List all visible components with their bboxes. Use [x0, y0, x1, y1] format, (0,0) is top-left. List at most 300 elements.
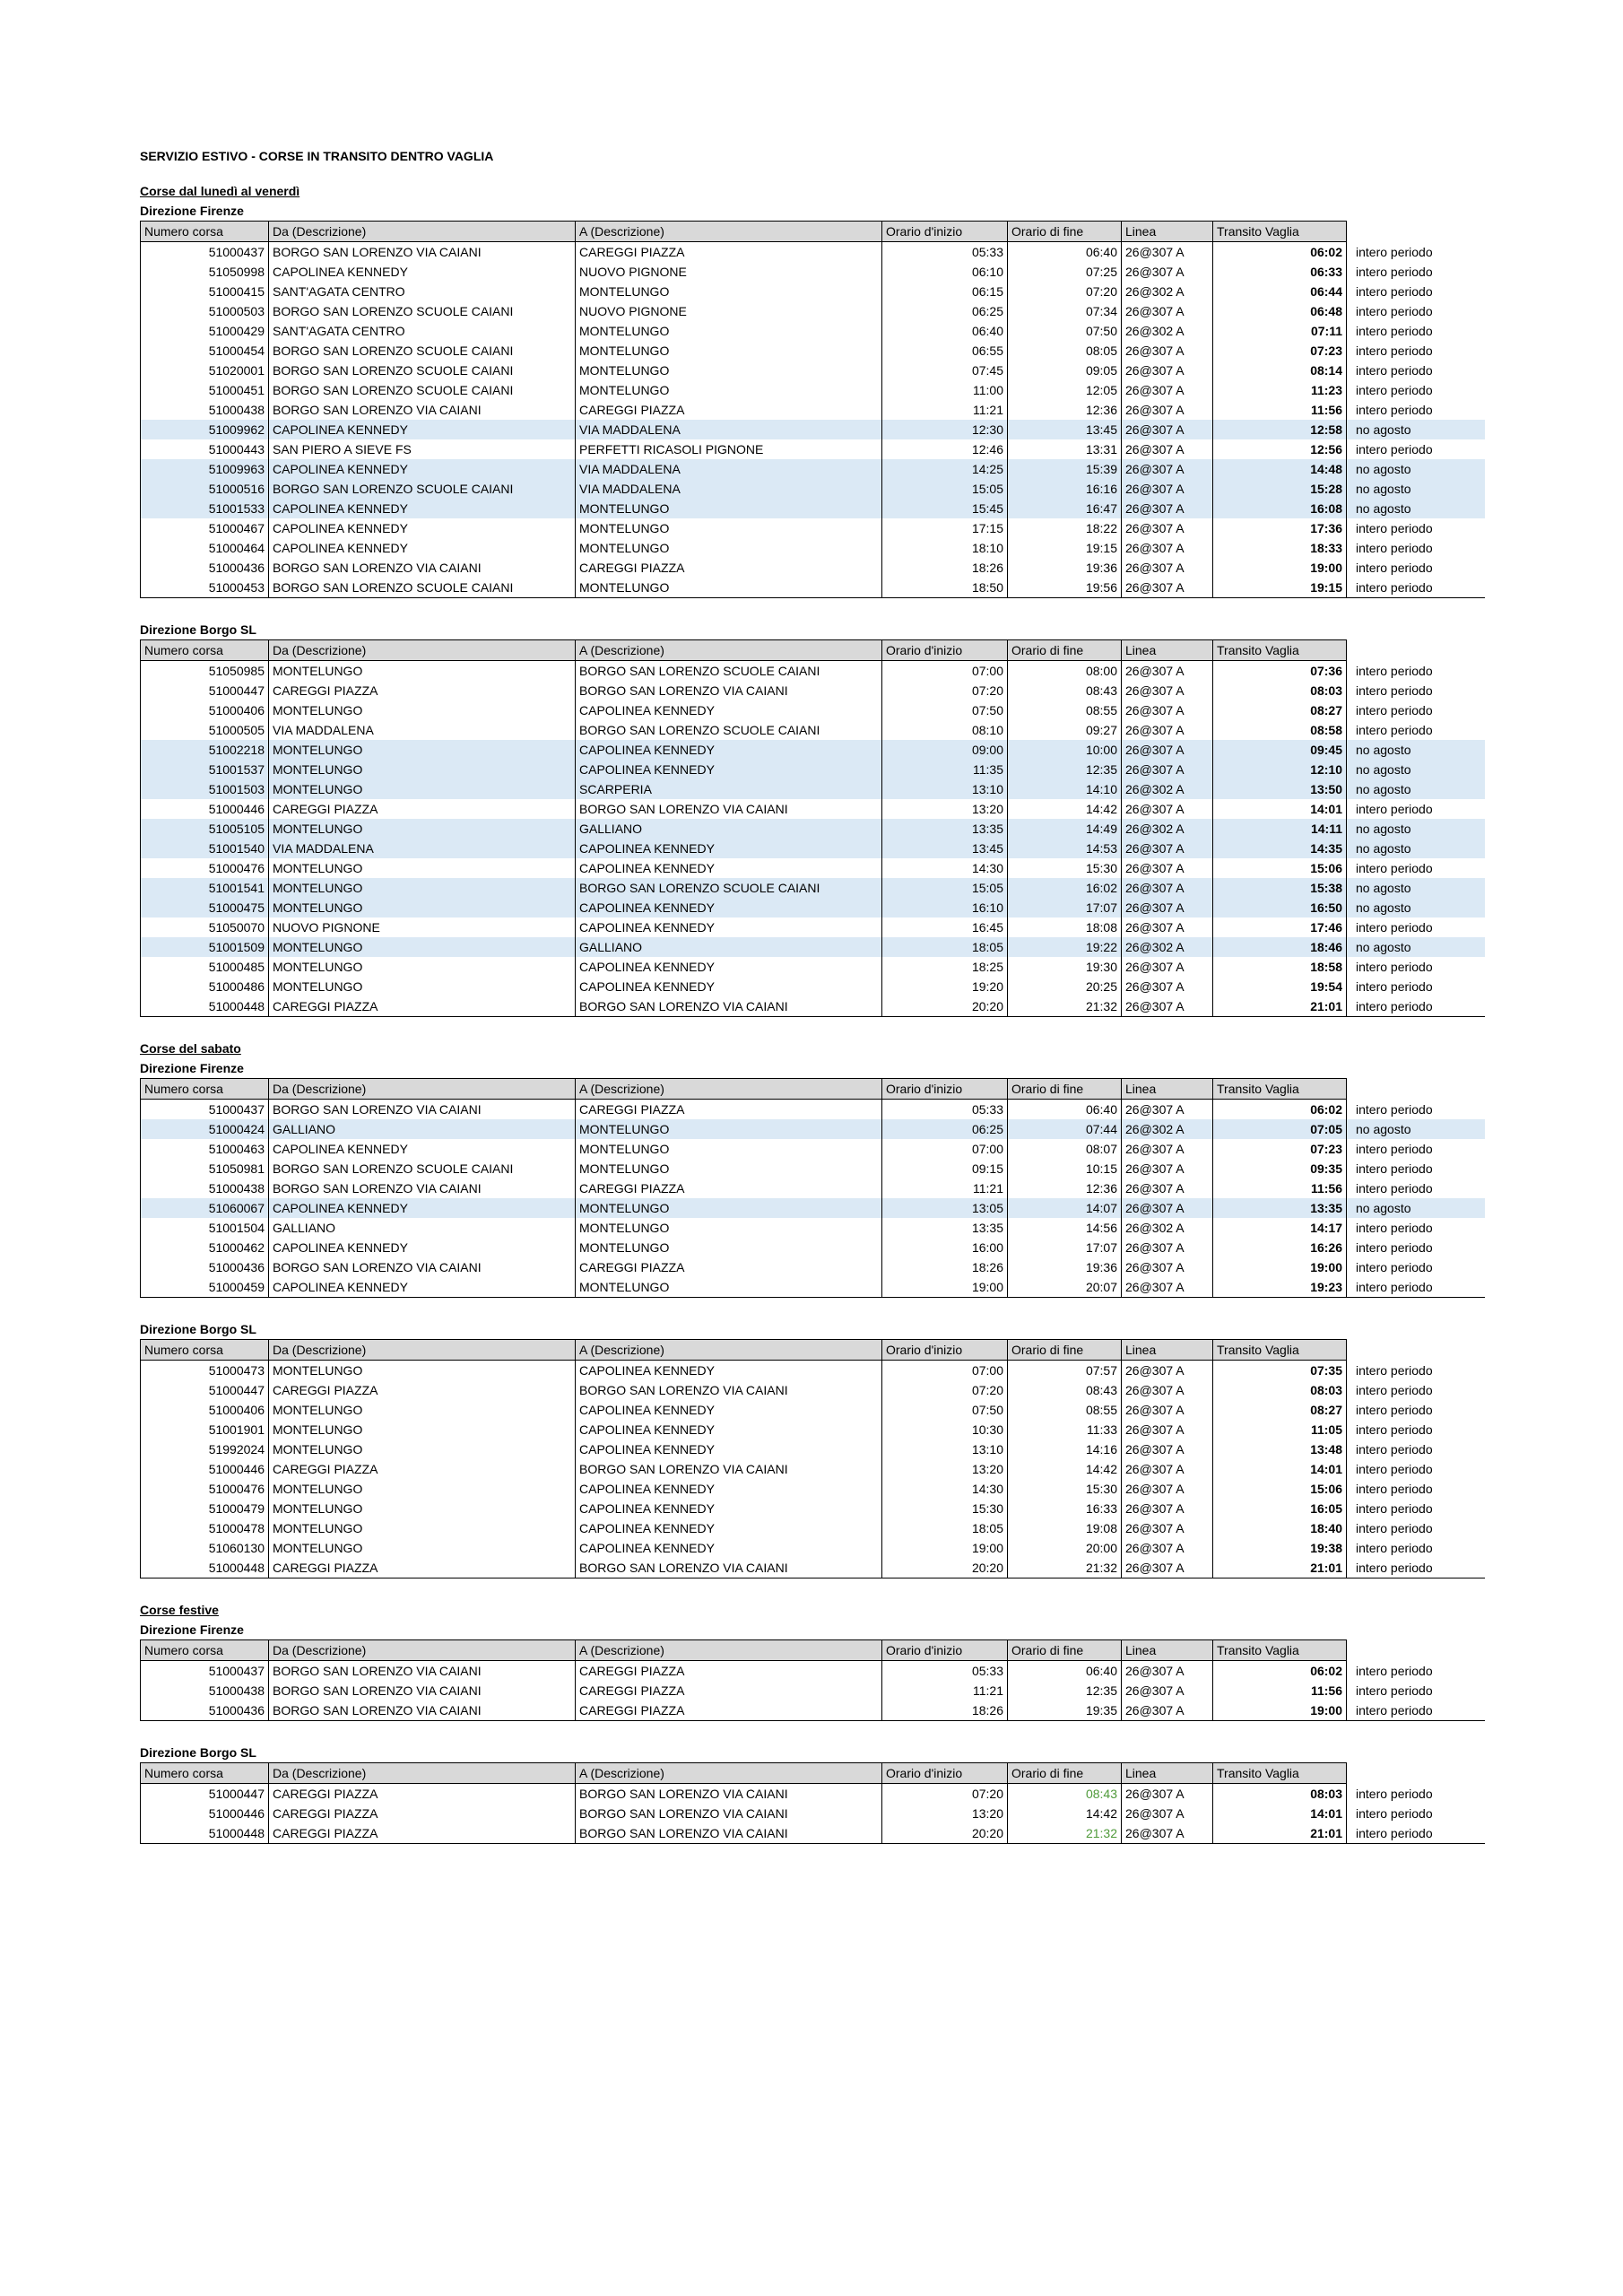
start-time-cell: 09:15	[882, 1159, 1008, 1178]
period-note-cell: intero periodo	[1356, 442, 1433, 457]
transit-time-cell: 07:05	[1213, 1119, 1347, 1139]
from-cell: CAPOLINEA KENNEDY	[269, 459, 576, 479]
table-row	[141, 1479, 1486, 1499]
start-time-cell: 13:20	[882, 1459, 1008, 1479]
from-cell: BORGO SAN LORENZO VIA CAIANI	[269, 1700, 576, 1721]
line-cell: 26@302 A	[1122, 282, 1213, 301]
start-time-cell: 13:10	[882, 1439, 1008, 1459]
table-row	[141, 661, 1486, 682]
direction-title: Direzione Borgo SL	[140, 1745, 256, 1760]
transit-time-cell: 08:27	[1213, 1400, 1347, 1420]
start-time-cell: 11:21	[882, 1681, 1008, 1700]
run-number-cell: 51000448	[141, 996, 269, 1017]
column-header: Orario di fine	[1008, 1640, 1122, 1661]
column-header: Orario d'inizio	[882, 640, 1008, 661]
transit-time-cell: 08:03	[1213, 1380, 1347, 1400]
start-time-cell: 11:00	[882, 380, 1008, 400]
document-page	[140, 147, 1485, 1866]
table-row	[141, 578, 1486, 598]
line-cell: 26@302 A	[1122, 1119, 1213, 1139]
column-header: A (Descrizione)	[576, 222, 882, 242]
period-note-cell: intero periodo	[1356, 1161, 1433, 1176]
start-time-cell: 05:33	[882, 1100, 1008, 1120]
column-header: Da (Descrizione)	[269, 1763, 576, 1784]
start-time-cell: 18:50	[882, 578, 1008, 598]
table-row	[141, 819, 1486, 839]
line-cell: 26@307 A	[1122, 858, 1213, 878]
column-header: Numero corsa	[141, 1340, 269, 1361]
run-number-cell: 51000503	[141, 301, 269, 321]
table-row	[141, 1518, 1486, 1538]
from-cell: BORGO SAN LORENZO VIA CAIANI	[269, 400, 576, 420]
end-time-cell: 19:08	[1008, 1518, 1122, 1538]
to-cell: NUOVO PIGNONE	[576, 301, 882, 321]
period-note-cell: intero periodo	[1356, 363, 1433, 378]
column-header: Orario d'inizio	[882, 1340, 1008, 1361]
table-row	[141, 1380, 1486, 1400]
run-number-cell: 51001901	[141, 1420, 269, 1439]
table-row	[141, 301, 1486, 321]
period-note-cell: intero periodo	[1356, 1403, 1433, 1417]
table-row	[141, 1198, 1486, 1218]
end-time-cell: 19:35	[1008, 1700, 1122, 1721]
run-number-cell: 51000443	[141, 439, 269, 459]
table-row	[141, 341, 1486, 361]
transit-time-cell: 14:17	[1213, 1218, 1347, 1238]
end-time-cell: 12:05	[1008, 380, 1122, 400]
timetable-content	[140, 181, 1485, 1844]
period-note-cell: no agosto	[1347, 479, 1486, 499]
period-note-cell: no agosto	[1347, 740, 1486, 760]
run-number-cell: 51000447	[141, 1380, 269, 1400]
to-cell: MONTELUNGO	[576, 321, 882, 341]
transit-time-cell: 19:23	[1213, 1277, 1347, 1298]
table-header-row	[141, 1640, 1486, 1661]
end-time-cell: 06:40	[1008, 1100, 1122, 1120]
direction-title: Direzione Firenze	[140, 1622, 244, 1637]
line-cell: 26@307 A	[1122, 1823, 1213, 1844]
run-number-cell: 51000446	[141, 799, 269, 819]
end-time-cell: 07:57	[1008, 1361, 1122, 1381]
from-cell: CAPOLINEA KENNEDY	[269, 420, 576, 439]
end-time-cell: 08:07	[1008, 1139, 1122, 1159]
end-time-cell: 14:42	[1008, 1459, 1122, 1479]
run-number-cell: 51000476	[141, 858, 269, 878]
run-number-cell: 51000415	[141, 282, 269, 301]
line-cell: 26@307 A	[1122, 1139, 1213, 1159]
run-number-cell: 51050998	[141, 262, 269, 282]
table-row	[141, 1823, 1486, 1844]
start-time-cell: 07:20	[882, 1784, 1008, 1805]
end-time-cell: 14:56	[1008, 1218, 1122, 1238]
line-cell: 26@307 A	[1122, 918, 1213, 937]
table-row	[141, 937, 1486, 957]
period-note-cell: intero periodo	[1356, 1442, 1433, 1457]
start-time-cell: 07:45	[882, 361, 1008, 380]
table-row	[141, 459, 1486, 479]
to-cell: MONTELUNGO	[576, 1238, 882, 1257]
run-number-cell: 51009962	[141, 420, 269, 439]
to-cell: CAREGGI PIAZZA	[576, 1100, 882, 1120]
table-header-row	[141, 222, 1486, 242]
run-number-cell: 51000454	[141, 341, 269, 361]
transit-time-cell: 18:58	[1213, 957, 1347, 977]
end-time-cell: 18:08	[1008, 918, 1122, 937]
note-header-spacer	[1347, 1763, 1486, 1784]
start-time-cell: 11:35	[882, 760, 1008, 779]
start-time-cell: 20:20	[882, 1558, 1008, 1578]
column-header: Orario di fine	[1008, 640, 1122, 661]
table-row	[141, 1681, 1486, 1700]
from-cell: MONTELUNGO	[269, 1479, 576, 1499]
end-time-cell: 06:40	[1008, 242, 1122, 263]
transit-time-cell: 18:33	[1213, 538, 1347, 558]
start-time-cell: 05:33	[882, 242, 1008, 263]
line-cell: 26@307 A	[1122, 1459, 1213, 1479]
transit-time-cell: 11:23	[1213, 380, 1347, 400]
from-cell: CAPOLINEA KENNEDY	[269, 499, 576, 518]
column-header: Da (Descrizione)	[269, 1640, 576, 1661]
period-note-cell: intero periodo	[1356, 1683, 1433, 1698]
run-number-cell: 51060130	[141, 1538, 269, 1558]
end-time-cell: 09:27	[1008, 720, 1122, 740]
start-time-cell: 05:33	[882, 1661, 1008, 1682]
end-time-cell: 20:00	[1008, 1538, 1122, 1558]
to-cell: MONTELUNGO	[576, 341, 882, 361]
line-cell: 26@307 A	[1122, 760, 1213, 779]
table-header-row	[141, 1763, 1486, 1784]
to-cell: CAPOLINEA KENNEDY	[576, 700, 882, 720]
end-time-cell: 12:35	[1008, 1681, 1122, 1700]
period-note-cell: intero periodo	[1356, 802, 1433, 816]
transit-time-cell: 07:11	[1213, 321, 1347, 341]
period-note-cell: no agosto	[1347, 779, 1486, 799]
line-cell: 26@307 A	[1122, 518, 1213, 538]
start-time-cell: 06:25	[882, 301, 1008, 321]
start-time-cell: 19:00	[882, 1277, 1008, 1298]
end-time-cell: 08:43	[1008, 681, 1122, 700]
column-header: Linea	[1122, 1079, 1213, 1100]
to-cell: MONTELUNGO	[576, 1139, 882, 1159]
end-time-cell: 21:32	[1008, 1823, 1122, 1844]
column-header: Orario d'inizio	[882, 1763, 1008, 1784]
from-cell: CAPOLINEA KENNEDY	[269, 1238, 576, 1257]
line-cell: 26@307 A	[1122, 578, 1213, 598]
transit-time-cell: 07:35	[1213, 1361, 1347, 1381]
from-cell: BORGO SAN LORENZO SCUOLE CAIANI	[269, 301, 576, 321]
start-time-cell: 06:15	[882, 282, 1008, 301]
from-cell: GALLIANO	[269, 1119, 576, 1139]
transit-time-cell: 19:00	[1213, 558, 1347, 578]
table-row	[141, 321, 1486, 341]
from-cell: CAPOLINEA KENNEDY	[269, 1277, 576, 1298]
run-number-cell: 51000447	[141, 1784, 269, 1805]
start-time-cell: 20:20	[882, 996, 1008, 1017]
period-note-cell: no agosto	[1347, 1119, 1486, 1139]
end-time-cell: 19:15	[1008, 538, 1122, 558]
period-note-cell: intero periodo	[1356, 344, 1433, 358]
transit-time-cell: 06:44	[1213, 282, 1347, 301]
run-number-cell: 51000437	[141, 1661, 269, 1682]
end-time-cell: 20:25	[1008, 977, 1122, 996]
to-cell: BORGO SAN LORENZO VIA CAIANI	[576, 1823, 882, 1844]
line-cell: 26@307 A	[1122, 957, 1213, 977]
run-number-cell: 51009963	[141, 459, 269, 479]
period-note-cell: intero periodo	[1356, 960, 1433, 974]
end-time-cell: 14:42	[1008, 1804, 1122, 1823]
column-header: Numero corsa	[141, 1079, 269, 1100]
transit-time-cell: 06:48	[1213, 301, 1347, 321]
start-time-cell: 19:00	[882, 1538, 1008, 1558]
to-cell: MONTELUNGO	[576, 1198, 882, 1218]
run-number-cell: 51002218	[141, 740, 269, 760]
run-number-cell: 51000451	[141, 380, 269, 400]
timetable	[140, 221, 1485, 598]
table-row	[141, 760, 1486, 779]
start-time-cell: 13:35	[882, 1218, 1008, 1238]
line-cell: 26@307 A	[1122, 1681, 1213, 1700]
line-cell: 26@307 A	[1122, 1558, 1213, 1578]
run-number-cell: 51000446	[141, 1459, 269, 1479]
to-cell: BORGO SAN LORENZO VIA CAIANI	[576, 1784, 882, 1805]
column-header: Linea	[1122, 222, 1213, 242]
column-header: Da (Descrizione)	[269, 1079, 576, 1100]
line-cell: 26@307 A	[1122, 400, 1213, 420]
end-time-cell: 13:45	[1008, 420, 1122, 439]
to-cell: SCARPERIA	[576, 779, 882, 799]
start-time-cell: 18:05	[882, 1518, 1008, 1538]
direction-title: Direzione Borgo SL	[140, 1322, 256, 1336]
to-cell: VIA MADDALENA	[576, 420, 882, 439]
transit-time-cell: 19:15	[1213, 578, 1347, 598]
transit-time-cell: 19:38	[1213, 1538, 1347, 1558]
table-row	[141, 1420, 1486, 1439]
from-cell: BORGO SAN LORENZO SCUOLE CAIANI	[269, 380, 576, 400]
column-header: Orario d'inizio	[882, 1640, 1008, 1661]
line-cell: 26@302 A	[1122, 1218, 1213, 1238]
transit-time-cell: 11:56	[1213, 1681, 1347, 1700]
table-row	[141, 282, 1486, 301]
run-number-cell: 51000429	[141, 321, 269, 341]
to-cell: CAREGGI PIAZZA	[576, 558, 882, 578]
end-time-cell: 12:36	[1008, 400, 1122, 420]
timetable	[140, 1339, 1485, 1578]
direction-block	[140, 620, 1485, 1017]
to-cell: MONTELUNGO	[576, 361, 882, 380]
table-row	[141, 700, 1486, 720]
period-note-cell: intero periodo	[1356, 561, 1433, 575]
start-time-cell: 18:26	[882, 1257, 1008, 1277]
from-cell: CAREGGI PIAZZA	[269, 1558, 576, 1578]
from-cell: BORGO SAN LORENZO VIA CAIANI	[269, 1257, 576, 1277]
from-cell: BORGO SAN LORENZO VIA CAIANI	[269, 1178, 576, 1198]
start-time-cell: 15:05	[882, 479, 1008, 499]
table-row	[141, 740, 1486, 760]
transit-time-cell: 09:45	[1213, 740, 1347, 760]
to-cell: BORGO SAN LORENZO SCUOLE CAIANI	[576, 661, 882, 682]
to-cell: CAPOLINEA KENNEDY	[576, 1420, 882, 1439]
to-cell: GALLIANO	[576, 937, 882, 957]
run-number-cell: 51000453	[141, 578, 269, 598]
transit-time-cell: 16:26	[1213, 1238, 1347, 1257]
end-time-cell: 14:49	[1008, 819, 1122, 839]
to-cell: CAPOLINEA KENNEDY	[576, 1538, 882, 1558]
start-time-cell: 10:30	[882, 1420, 1008, 1439]
from-cell: MONTELUNGO	[269, 740, 576, 760]
from-cell: MONTELUNGO	[269, 898, 576, 918]
period-note-cell: no agosto	[1347, 819, 1486, 839]
period-note-cell: intero periodo	[1356, 920, 1433, 935]
start-time-cell: 14:30	[882, 858, 1008, 878]
end-time-cell: 18:22	[1008, 518, 1122, 538]
from-cell: NUOVO PIGNONE	[269, 918, 576, 937]
note-header-spacer	[1347, 1340, 1486, 1361]
table-row	[141, 1499, 1486, 1518]
line-cell: 26@307 A	[1122, 1257, 1213, 1277]
to-cell: CAREGGI PIAZZA	[576, 1661, 882, 1682]
to-cell: PERFETTI RICASOLI PIGNONE	[576, 439, 882, 459]
end-time-cell: 15:39	[1008, 459, 1122, 479]
to-cell: CAPOLINEA KENNEDY	[576, 1361, 882, 1381]
run-number-cell: 51000463	[141, 1139, 269, 1159]
run-number-cell: 51000516	[141, 479, 269, 499]
line-cell: 26@307 A	[1122, 341, 1213, 361]
from-cell: CAREGGI PIAZZA	[269, 996, 576, 1017]
run-number-cell: 51000464	[141, 538, 269, 558]
transit-time-cell: 15:06	[1213, 858, 1347, 878]
from-cell: MONTELUNGO	[269, 878, 576, 898]
from-cell: MONTELUNGO	[269, 1420, 576, 1439]
start-time-cell: 16:00	[882, 1238, 1008, 1257]
column-header: Transito Vaglia	[1213, 222, 1347, 242]
run-number-cell: 51000476	[141, 1479, 269, 1499]
column-header: Da (Descrizione)	[269, 222, 576, 242]
line-cell: 26@307 A	[1122, 1518, 1213, 1538]
from-cell: BORGO SAN LORENZO VIA CAIANI	[269, 1661, 576, 1682]
from-cell: CAREGGI PIAZZA	[269, 1823, 576, 1844]
line-cell: 26@307 A	[1122, 1178, 1213, 1198]
to-cell: MONTELUNGO	[576, 282, 882, 301]
run-number-cell: 51000436	[141, 558, 269, 578]
to-cell: BORGO SAN LORENZO VIA CAIANI	[576, 799, 882, 819]
direction-block	[140, 201, 1485, 598]
start-time-cell: 11:21	[882, 1178, 1008, 1198]
start-time-cell: 07:50	[882, 1400, 1008, 1420]
to-cell: MONTELUNGO	[576, 1119, 882, 1139]
from-cell: MONTELUNGO	[269, 937, 576, 957]
table-row	[141, 1361, 1486, 1381]
line-cell: 26@302 A	[1122, 321, 1213, 341]
start-time-cell: 14:25	[882, 459, 1008, 479]
column-header: Orario di fine	[1008, 1079, 1122, 1100]
line-cell: 26@307 A	[1122, 459, 1213, 479]
start-time-cell: 06:40	[882, 321, 1008, 341]
start-time-cell: 18:26	[882, 558, 1008, 578]
transit-time-cell: 18:46	[1213, 937, 1347, 957]
period-note-cell: intero periodo	[1347, 1277, 1486, 1298]
run-number-cell: 51000424	[141, 1119, 269, 1139]
start-time-cell: 13:20	[882, 1804, 1008, 1823]
table-row	[141, 1119, 1486, 1139]
table-row	[141, 380, 1486, 400]
timetable	[140, 1078, 1485, 1298]
from-cell: BORGO SAN LORENZO SCUOLE CAIANI	[269, 578, 576, 598]
from-cell: VIA MADDALENA	[269, 720, 576, 740]
table-row	[141, 918, 1486, 937]
line-cell: 26@307 A	[1122, 1100, 1213, 1120]
period-note-cell: intero periodo	[1356, 1482, 1433, 1496]
table-row	[141, 1139, 1486, 1159]
end-time-cell: 21:32	[1008, 1558, 1122, 1578]
transit-time-cell: 08:03	[1213, 1784, 1347, 1805]
column-header: Orario d'inizio	[882, 1079, 1008, 1100]
table-row	[141, 898, 1486, 918]
run-number-cell: 51001533	[141, 499, 269, 518]
run-number-cell: 51001509	[141, 937, 269, 957]
from-cell: BORGO SAN LORENZO SCUOLE CAIANI	[269, 341, 576, 361]
transit-time-cell: 09:35	[1213, 1159, 1347, 1178]
to-cell: CAPOLINEA KENNEDY	[576, 760, 882, 779]
from-cell: CAREGGI PIAZZA	[269, 681, 576, 700]
period-note-cell: intero periodo	[1356, 723, 1433, 737]
transit-time-cell: 11:56	[1213, 1178, 1347, 1198]
transit-time-cell: 16:50	[1213, 898, 1347, 918]
from-cell: CAPOLINEA KENNEDY	[269, 518, 576, 538]
table-header-row	[141, 1340, 1486, 1361]
table-row	[141, 1538, 1486, 1558]
end-time-cell: 10:15	[1008, 1159, 1122, 1178]
line-cell: 26@307 A	[1122, 439, 1213, 459]
to-cell: CAPOLINEA KENNEDY	[576, 839, 882, 858]
period-note-cell: no agosto	[1347, 937, 1486, 957]
transit-time-cell: 21:01	[1213, 1558, 1347, 1578]
to-cell: MONTELUNGO	[576, 578, 882, 598]
end-time-cell: 19:36	[1008, 1257, 1122, 1277]
end-time-cell: 16:47	[1008, 499, 1122, 518]
table-row	[141, 1661, 1486, 1682]
column-header: Orario di fine	[1008, 1340, 1122, 1361]
table-row	[141, 538, 1486, 558]
to-cell: BORGO SAN LORENZO VIA CAIANI	[576, 1804, 882, 1823]
column-header: Orario d'inizio	[882, 222, 1008, 242]
period-note-cell: intero periodo	[1356, 861, 1433, 875]
from-cell: MONTELUNGO	[269, 1538, 576, 1558]
to-cell: MONTELUNGO	[576, 380, 882, 400]
transit-time-cell: 08:58	[1213, 720, 1347, 740]
line-cell: 26@307 A	[1122, 1804, 1213, 1823]
column-header: A (Descrizione)	[576, 1640, 882, 1661]
section-title: Corse del sabato	[140, 1041, 241, 1056]
end-time-cell: 08:43	[1008, 1380, 1122, 1400]
transit-time-cell: 14:01	[1213, 1804, 1347, 1823]
table-row	[141, 1178, 1486, 1198]
period-note-cell: intero periodo	[1356, 663, 1433, 678]
run-number-cell: 51001540	[141, 839, 269, 858]
column-header: Orario di fine	[1008, 1763, 1122, 1784]
table-row	[141, 1100, 1486, 1120]
to-cell: CAPOLINEA KENNEDY	[576, 1499, 882, 1518]
period-note-cell: intero periodo	[1356, 1101, 1433, 1117]
period-note-cell: intero periodo	[1356, 1663, 1433, 1678]
transit-time-cell: 14:11	[1213, 819, 1347, 839]
section-title: Corse dal lunedì al venerdì	[140, 184, 300, 198]
period-note-cell: intero periodo	[1356, 1786, 1433, 1801]
period-note-cell: intero periodo	[1356, 1142, 1433, 1156]
from-cell: MONTELUNGO	[269, 858, 576, 878]
period-note-cell: intero periodo	[1347, 578, 1486, 598]
start-time-cell: 07:50	[882, 700, 1008, 720]
transit-time-cell: 12:10	[1213, 760, 1347, 779]
